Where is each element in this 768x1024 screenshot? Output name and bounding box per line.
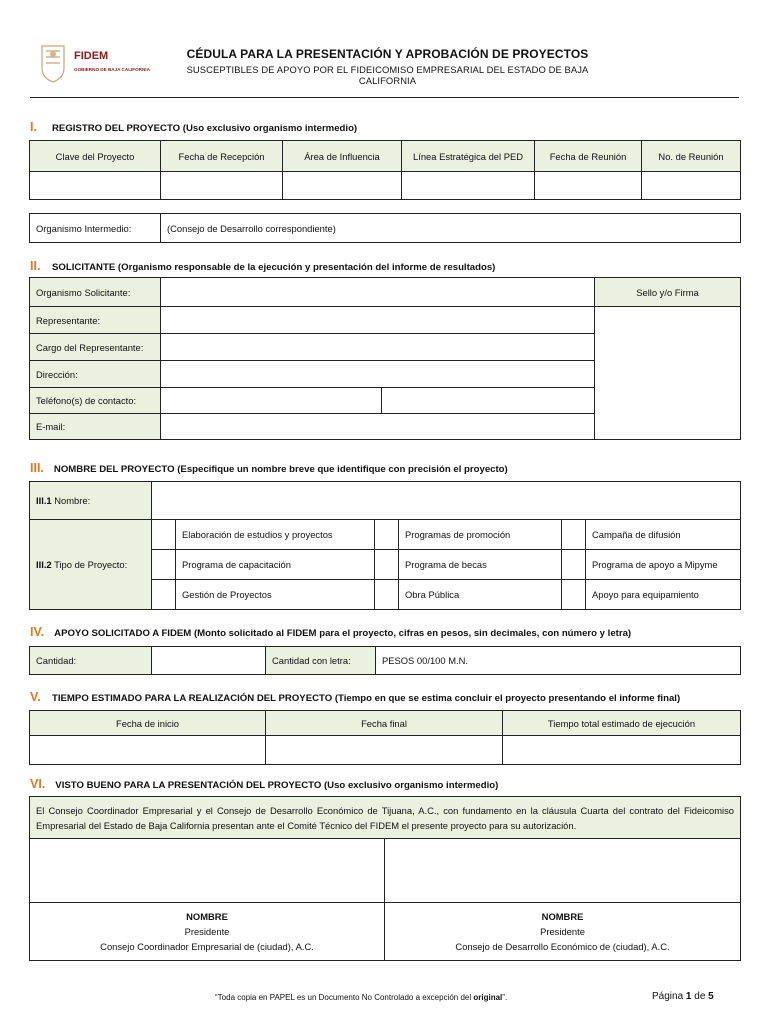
fecha-recepcion-field[interactable]	[161, 172, 283, 200]
signer-role: Presidente	[184, 926, 230, 937]
column-header: Tiempo total estimado de ejecución	[503, 711, 741, 736]
signer-role: Presidente	[540, 926, 585, 937]
field-label: Dirección:	[30, 361, 161, 388]
nombre-label	[30, 482, 152, 520]
option-label: Programa de becas	[399, 550, 562, 580]
telefono-field-2[interactable]	[382, 388, 595, 414]
column-header: Fecha de inicio	[30, 711, 266, 736]
cantidad-label: Cantidad:	[30, 647, 152, 675]
direccion-field[interactable]	[161, 361, 595, 388]
section-number: III.	[30, 461, 44, 475]
nombre-proyecto-table	[29, 481, 741, 610]
signer-org: Consejo de Desarrollo Económico de (ciudad), A.C.	[455, 941, 670, 952]
tipo-number: III.2	[36, 559, 52, 570]
tiempo-table	[29, 710, 741, 765]
section-6-heading	[30, 777, 498, 791]
field-label: Representante:	[30, 307, 161, 334]
page-word: Página	[652, 991, 684, 1002]
sello-label: Sello y/o Firma	[595, 278, 741, 307]
email-field[interactable]	[161, 414, 595, 440]
footer-note-text: “Toda copia en PAPEL es un Documento No Controlado a excepción del	[215, 993, 474, 1002]
organismo-intermedio-table	[29, 213, 741, 243]
visto-bueno-table	[29, 796, 741, 961]
option-label: Gestión de Proyectos	[176, 580, 375, 610]
signer-name: NOMBRE	[186, 911, 228, 922]
section-title: NOMBRE DEL PROYECTO	[53, 464, 175, 475]
option-label: Programas de promoción	[399, 520, 562, 550]
logo-text: FIDEM	[74, 50, 109, 62]
field-label: Teléfono(s) de contacto:	[30, 388, 161, 414]
signer-org: Consejo Coordinador Empresarial de (ciudad), A.C.	[100, 941, 314, 952]
organismo-intermedio-label: Organismo Intermedio:	[30, 214, 161, 243]
section-note: (Uso exclusivo organismo intermedio)	[182, 123, 358, 134]
clave-field[interactable]	[30, 172, 161, 200]
footer-note-bold: original	[473, 993, 503, 1002]
column-header: Fecha final	[266, 711, 503, 736]
page-total: 5	[708, 991, 714, 1002]
option-label: Programa de apoyo a Mipyme	[586, 550, 741, 580]
section-note: (Organismo responsable de la ejecución y presentación del informe de resultados)	[117, 262, 496, 273]
checkbox[interactable]	[562, 550, 586, 580]
solicitante-table	[29, 277, 741, 440]
checkbox[interactable]	[375, 520, 399, 550]
area-influencia-field[interactable]	[283, 172, 402, 200]
seal-icon	[36, 40, 154, 86]
section-number: I.	[30, 120, 37, 134]
fidem-logo	[36, 40, 154, 86]
column-header: Línea Estratégica del PED	[402, 141, 535, 172]
cantidad-field[interactable]	[152, 647, 266, 675]
section-5-heading	[30, 690, 680, 704]
cantidad-letra-field[interactable]: PESOS 00/100 M.N.	[376, 647, 741, 675]
section-note: (Tiempo en que se estima concluir el proyecto presentando el informe final)	[334, 693, 681, 704]
checkbox[interactable]	[152, 580, 176, 610]
page-indicator	[652, 991, 714, 1002]
field-label: Cargo del Representante:	[30, 334, 161, 361]
footer-note	[215, 993, 507, 1002]
option-label: Programa de capacitación	[176, 550, 375, 580]
column-header: Clave del Proyecto	[30, 141, 161, 172]
checkbox[interactable]	[152, 520, 176, 550]
checkbox[interactable]	[562, 520, 586, 550]
page-of: de	[694, 991, 706, 1002]
section-4-heading	[30, 625, 631, 639]
section-number: II.	[30, 259, 41, 273]
field-label: Organismo Solicitante:	[30, 278, 161, 307]
document-subtitle: SUSCEPTIBLES DE APOYO POR EL FIDEICOMISO EMPRESARIAL DEL ESTADO DE BAJA CALIFORNIA	[186, 64, 589, 86]
section-title: VISTO BUENO PARA LA PRESENTACIÓN DEL PROYECTO	[55, 780, 322, 791]
tiempo-total-field[interactable]	[503, 736, 741, 765]
tipo-text: Tipo de Proyecto:	[54, 559, 128, 570]
section-note: (Monto solicitado al FIDEM para el proyecto, cifras en pesos, sin decimales, con número y letra)	[193, 628, 632, 639]
checkbox[interactable]	[375, 550, 399, 580]
logo-subtext: GOBIERNO DE BAJA CALIFORNIA	[74, 67, 150, 72]
visto-bueno-paragraph: El Consejo Coordinador Empresarial y el Consejo de Desarrollo Económico de Tijuana, A.C., con fundamento en la cláusula Cuarta del contrato del Fideicomiso Empresarial del Estado de Baja California presentan ante el Comité Técnico del FIDEM el presente proyecto para su autorización.	[30, 797, 741, 839]
section-title: SOLICITANTE	[52, 262, 116, 273]
fecha-final-field[interactable]	[266, 736, 503, 765]
cargo-field[interactable]	[161, 334, 595, 361]
apoyo-table	[29, 646, 741, 675]
nombre-number: III.1	[36, 495, 52, 506]
section-note: (Uso exclusivo organismo intermedio)	[323, 780, 499, 791]
document-title: CÉDULA PARA LA PRESENTACIÓN Y APROBACIÓN DE PROYECTOS	[186, 47, 589, 61]
page-number: 1	[685, 991, 692, 1002]
option-label: Obra Pública	[399, 580, 562, 610]
section-number: VI.	[30, 777, 46, 791]
representante-field[interactable]	[161, 307, 595, 334]
registro-table	[29, 140, 741, 200]
signer-name: NOMBRE	[541, 911, 584, 922]
section-title: TIEMPO ESTIMADO PARA LA REALIZACIÓN DEL PROYECTO	[52, 693, 333, 704]
section-1-heading	[30, 120, 357, 134]
no-reunion-field[interactable]	[642, 172, 741, 200]
option-label: Campaña de difusión	[586, 520, 741, 550]
option-label: Elaboración de estudios y proyectos	[176, 520, 375, 550]
column-header: Área de Influencia	[283, 141, 402, 172]
section-number: IV.	[30, 625, 45, 639]
organismo-intermedio-field[interactable]: (Consejo de Desarrollo correspondiente)	[161, 214, 741, 243]
tipo-label	[30, 520, 152, 610]
nombre-field[interactable]	[152, 482, 741, 520]
header-divider	[30, 97, 739, 98]
section-note: (Especifique un nombre breve que identifique con precisión el proyecto)	[177, 464, 508, 475]
section-2-heading	[30, 259, 495, 273]
linea-estrategica-field[interactable]	[402, 172, 535, 200]
field-label: E-mail:	[30, 414, 161, 440]
column-header: Fecha de Recepción	[161, 141, 283, 172]
sello-firma-box[interactable]	[595, 307, 741, 440]
cantidad-letra-label: Cantidad con letra:	[266, 647, 376, 675]
section-title: APOYO SOLICITADO A FIDEM	[54, 628, 192, 639]
section-title: REGISTRO DEL PROYECTO	[52, 123, 181, 134]
organismo-solicitante-field[interactable]	[161, 278, 595, 307]
checkbox[interactable]	[562, 580, 586, 610]
column-header: Fecha de Reunión	[535, 141, 642, 172]
checkbox[interactable]	[375, 580, 399, 610]
firma-right-caption	[385, 903, 741, 961]
firma-left-caption	[30, 903, 385, 961]
section-3-heading	[30, 461, 508, 475]
nombre-text: Nombre:	[54, 495, 91, 506]
section-number: V.	[30, 690, 41, 704]
firma-left-box[interactable]	[30, 839, 385, 903]
telefono-field-1[interactable]	[161, 388, 382, 414]
firma-right-box[interactable]	[385, 839, 741, 903]
column-header: No. de Reunión	[642, 141, 741, 172]
fecha-inicio-field[interactable]	[30, 736, 266, 765]
option-label: Apoyo para equipamiento	[586, 580, 741, 610]
checkbox[interactable]	[152, 550, 176, 580]
footer-note-end: ”.	[502, 993, 508, 1002]
fecha-reunion-field[interactable]	[535, 172, 642, 200]
